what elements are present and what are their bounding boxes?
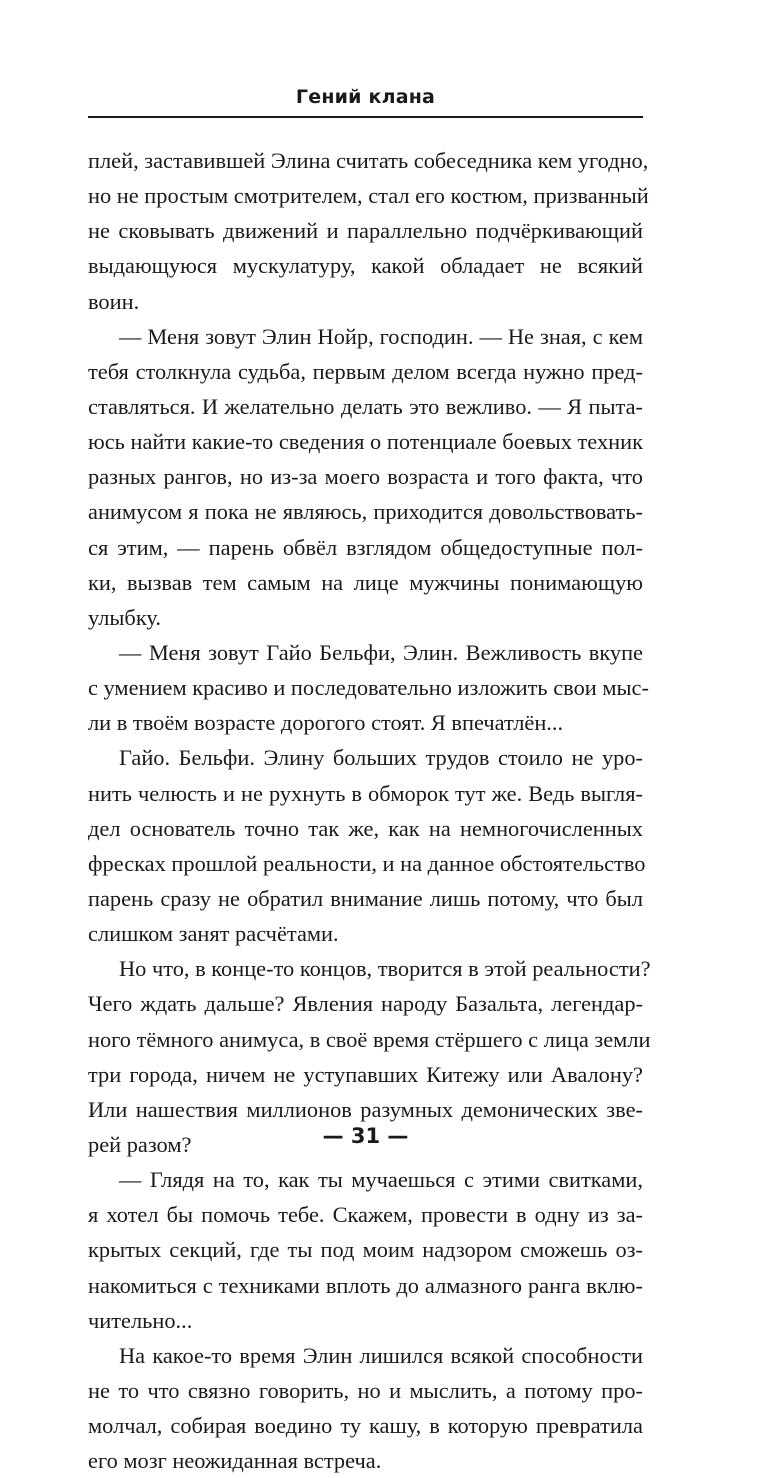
- text-line: его мозг неожиданная встреча.: [88, 1448, 382, 1474]
- text-line: анимусом я пока не являюсь, приходится довольствовать-: [88, 499, 643, 525]
- text-line: плей, заставившей Элина считать собеседника кем угодно,: [88, 148, 649, 173]
- text-line: — Меня зовут Гайо Бельфи, Элин. Вежливость вкупе: [119, 639, 643, 665]
- text-line: — Глядя на то, как ты мучаешься с этими свитками,: [119, 1167, 643, 1193]
- text-line: дел основатель точно так же, как на немногочисленных: [88, 815, 643, 841]
- text-line: рей разом?: [88, 1131, 192, 1157]
- text-line: с умением красиво и последовательно изложить свои мыс-: [88, 675, 649, 701]
- text-line: улыбку.: [88, 604, 161, 630]
- text-line: Или нашествия миллионов разумных демонических зве-: [88, 1096, 643, 1122]
- page-number: — 31 —: [322, 1124, 409, 1148]
- text-line: разных рангов, но из-за моего возраста и того факта, что: [88, 464, 643, 490]
- text-line: но не простым смотрителем, стал его костюм, призванный: [88, 183, 649, 209]
- text-line: не сковывать движений и параллельно подчёркивающий: [88, 218, 643, 244]
- text-line: нить челюсть и не рухнуть в обморок тут же. Ведь выгля-: [88, 780, 643, 806]
- text-line: ного тёмного анимуса, в своё время стёршего с лица земли: [88, 1026, 651, 1052]
- text-line: не то что связно говорить, но и мыслить, а потому про-: [88, 1377, 643, 1403]
- text-line: крытых секций, где ты под моим надзором сможешь оз-: [88, 1237, 643, 1263]
- text-line: ки, вызвав тем самым на лице мужчины понимающую: [88, 569, 643, 595]
- text-line: тебя столкнула судьба, первым делом всегда нужно пред-: [88, 358, 643, 384]
- text-line: юсь найти какие-то сведения о потенциале боевых техник: [88, 429, 643, 455]
- text-line: я хотел бы помочь тебе. Скажем, провести в одну из за-: [88, 1202, 643, 1228]
- text-line: слишком занят расчётами.: [88, 921, 339, 947]
- running-head: Гений клана: [295, 86, 436, 108]
- text-line: фресках прошлой реальности, и на данное обстоятельство: [88, 850, 646, 876]
- text-line: ся этим, — парень обвёл взглядом общедоступные пол-: [88, 534, 643, 560]
- text-line: На какое-то время Элин лишился всякой способности: [119, 1342, 643, 1368]
- text-line: Но что, в конце-то концов, творится в этой реальности?: [119, 956, 651, 982]
- text-line: чительно...: [88, 1307, 193, 1333]
- text-line: три города, ничем не уступавших Китежу или Авалону?: [88, 1061, 643, 1087]
- text-line: ли в твоём возрасте дорогого стоят. Я впечатлён...: [88, 710, 564, 736]
- text-line: молчал, собирая воедино ту кашу, в которую превратила: [88, 1413, 643, 1439]
- text-line: Гайо. Бельфи. Элину больших трудов стоило не уро-: [119, 745, 643, 771]
- text-line: Чего ждать дальше? Явления народу Базальта, легендар-: [88, 991, 643, 1017]
- text-line: воин.: [88, 288, 140, 314]
- text-line: ставляться. И желательно делать это вежливо. — Я пыта-: [88, 393, 643, 419]
- text-line: накомиться с техниками вплоть до алмазного ранга вклю-: [88, 1272, 643, 1298]
- text-line: парень сразу не обратил внимание лишь потому, что был: [88, 885, 643, 911]
- text-line: выдающуюся мускулатуру, какой обладает не всякий: [88, 253, 643, 279]
- body-text: [88, 143, 651, 1478]
- text-line: — Меня зовут Элин Нойр, господин. — Не зная, с кем: [119, 323, 643, 349]
- header-rule: [88, 116, 643, 118]
